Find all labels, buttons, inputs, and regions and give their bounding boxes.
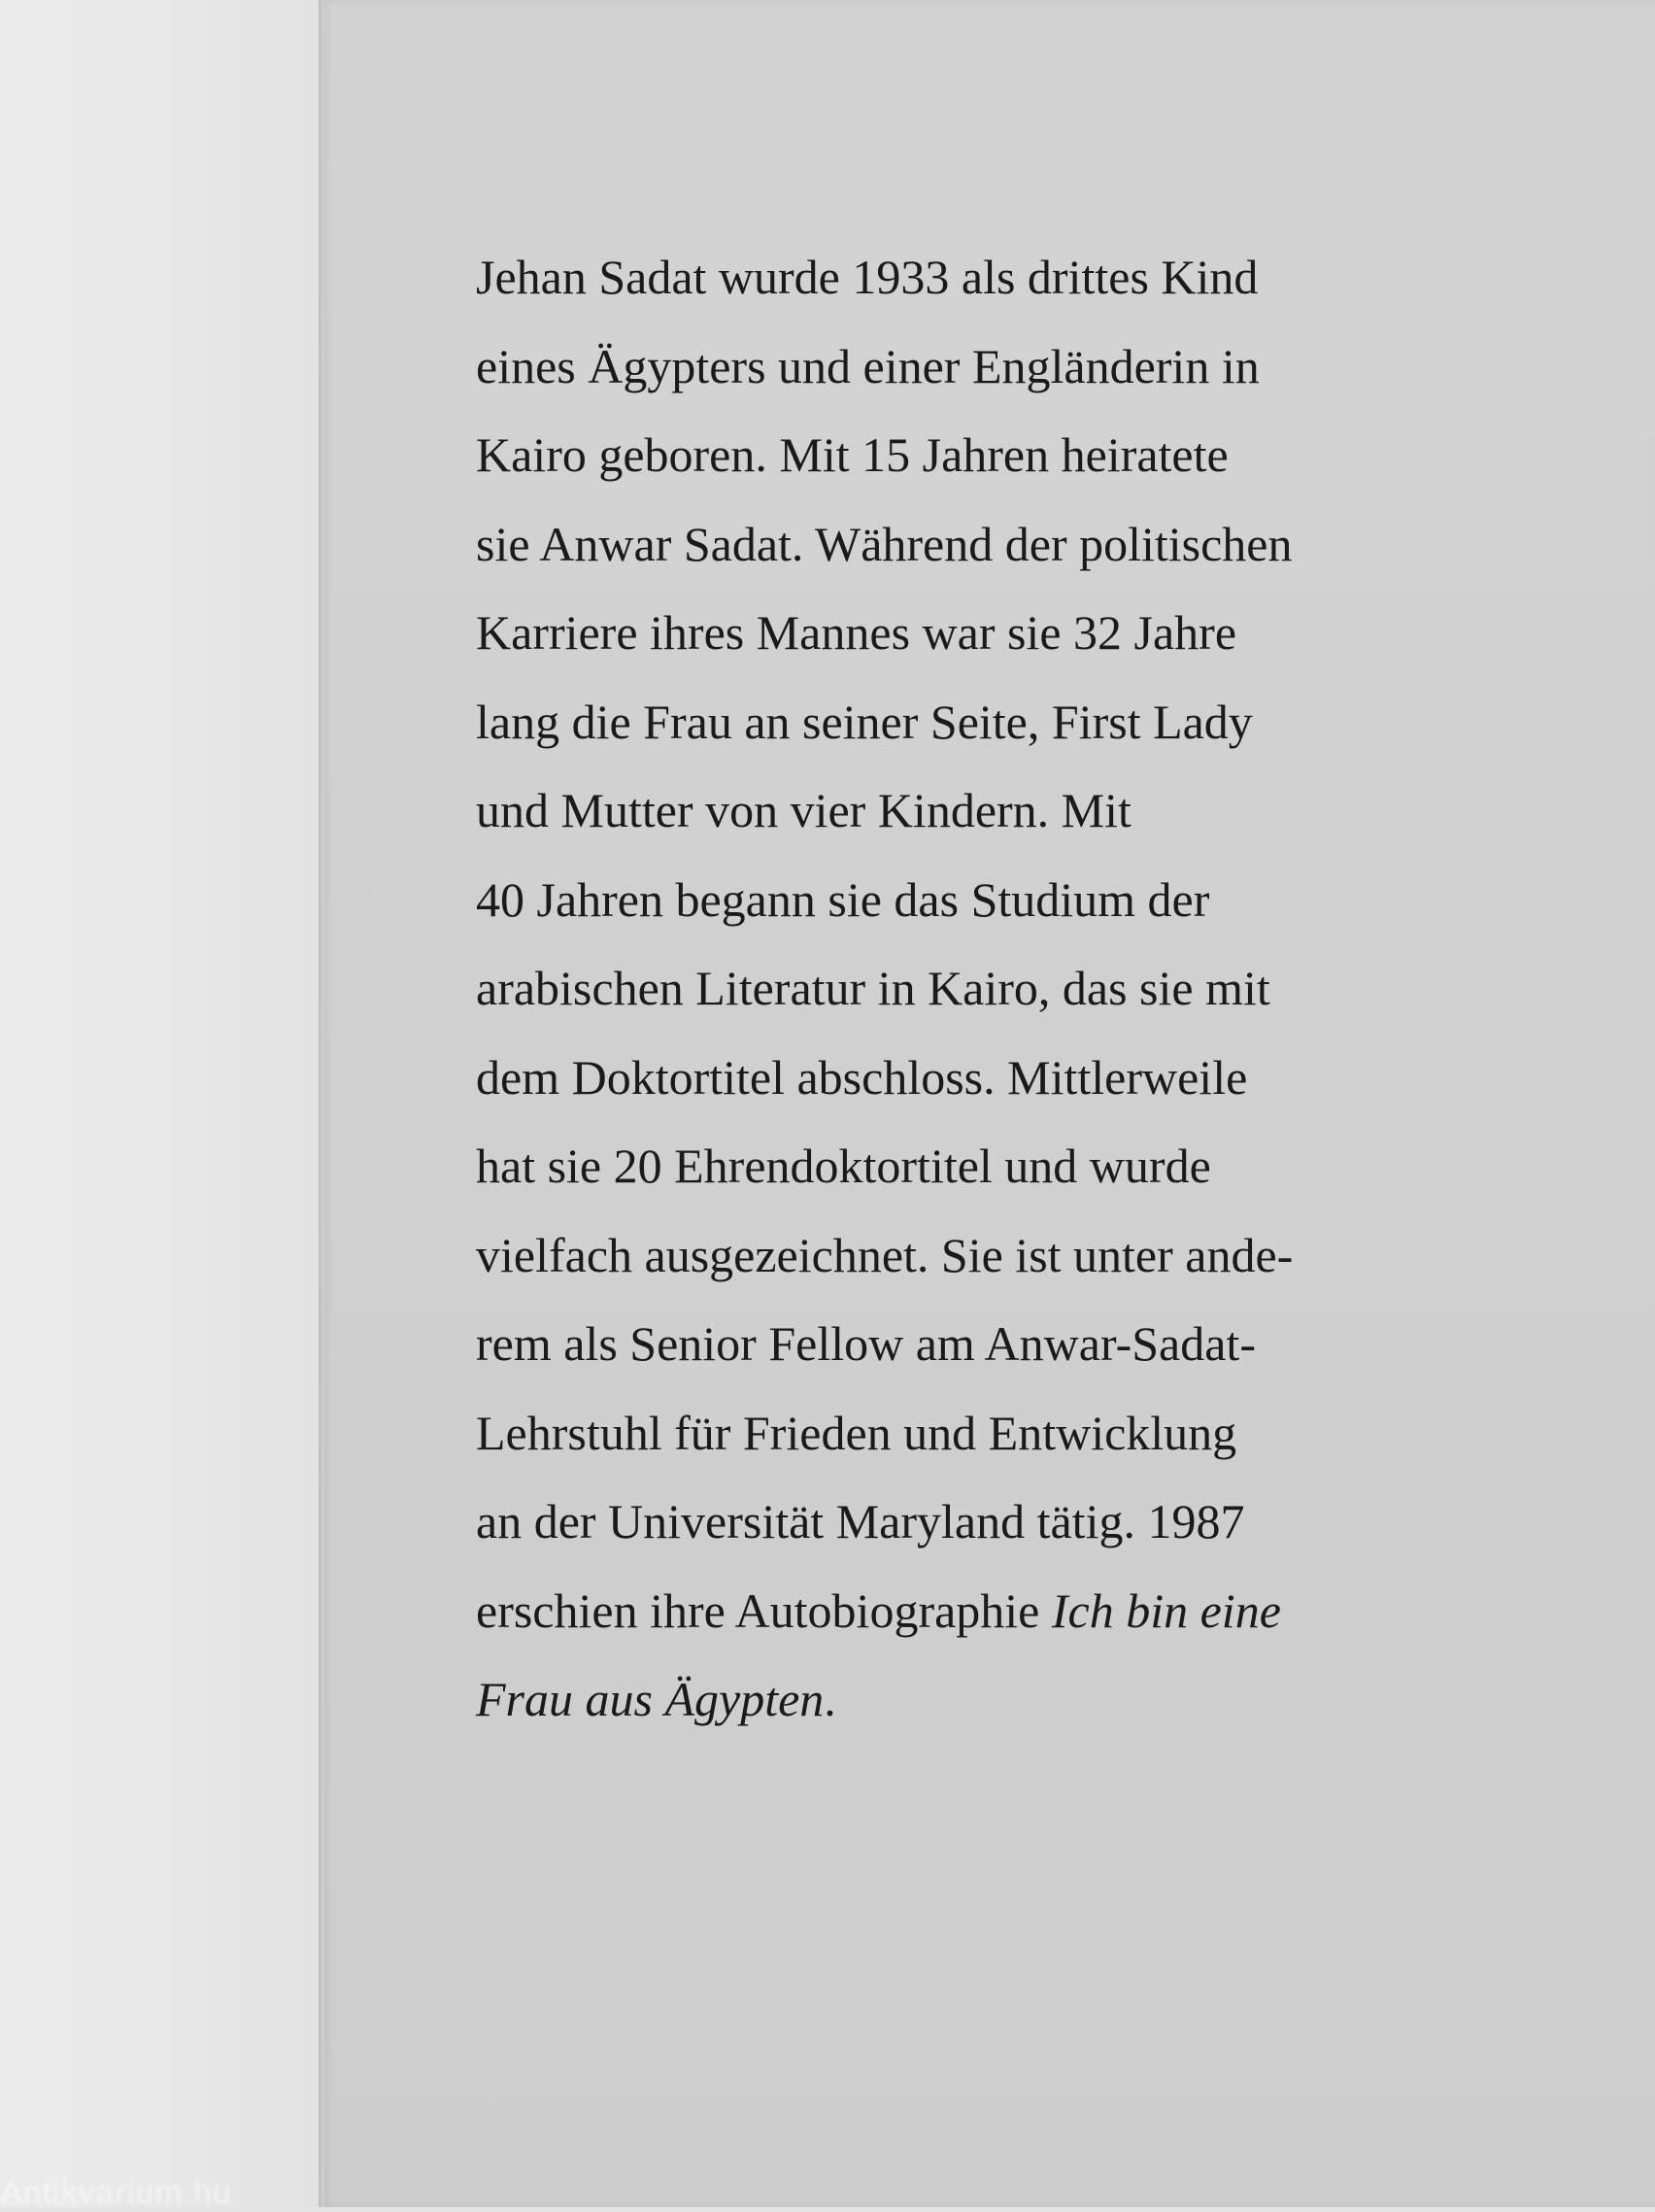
text-line: eines Ägypters und einer Engländerin in — [476, 338, 1260, 393]
book-title-italic: Frau aus Ägypten — [476, 1672, 825, 1726]
text-line — [476, 1567, 1554, 1656]
text-line: dem Doktortitel abschloss. Mittlerweile — [476, 1049, 1248, 1105]
text-line: 40 Jahren begann sie das Studium der — [476, 871, 1210, 927]
text-line: Jehan Sadat wurde 1933 als drittes Kind — [476, 250, 1259, 304]
text-line: hat sie 20 Ehrendoktortitel und wurde — [476, 1139, 1211, 1193]
text-line — [476, 1655, 1554, 1745]
book-title-italic: Ich bin eine — [1051, 1582, 1281, 1638]
text-line: Lehrstuhl für Frieden und Entwicklung — [476, 1405, 1237, 1460]
text-line: arabischen Literatur in Kairo, das sie mit — [476, 961, 1270, 1015]
page-edge — [319, 0, 324, 2207]
text-line: an der Universität Maryland tätig. 1987 — [476, 1494, 1245, 1548]
text-line: lang die Frau an seiner Seite, First Lady — [476, 694, 1253, 749]
text-run: erschien ihre Autobiographie — [476, 1582, 1052, 1638]
text-line: und Mutter von vier Kindern. Mit — [476, 783, 1131, 837]
text-line: sie Anwar Sadat. Während der politischen — [476, 516, 1293, 571]
text-line: rem als Senior Fellow am Anwar-Sadat- — [476, 1316, 1256, 1371]
text-line: Kairo geboren. Mit 15 Jahren heiratete — [476, 427, 1229, 482]
text-line: vielfach ausgezeichnet. Sie ist unter ande- — [476, 1227, 1294, 1282]
author-bio-paragraph — [476, 233, 1554, 1745]
left-page-margin — [0, 0, 321, 2207]
text-run: . — [824, 1672, 836, 1726]
text-line: Karriere ihres Mannes war sie 32 Jahre — [476, 605, 1237, 660]
watermark: Antikvarium.hu — [0, 2174, 232, 2211]
